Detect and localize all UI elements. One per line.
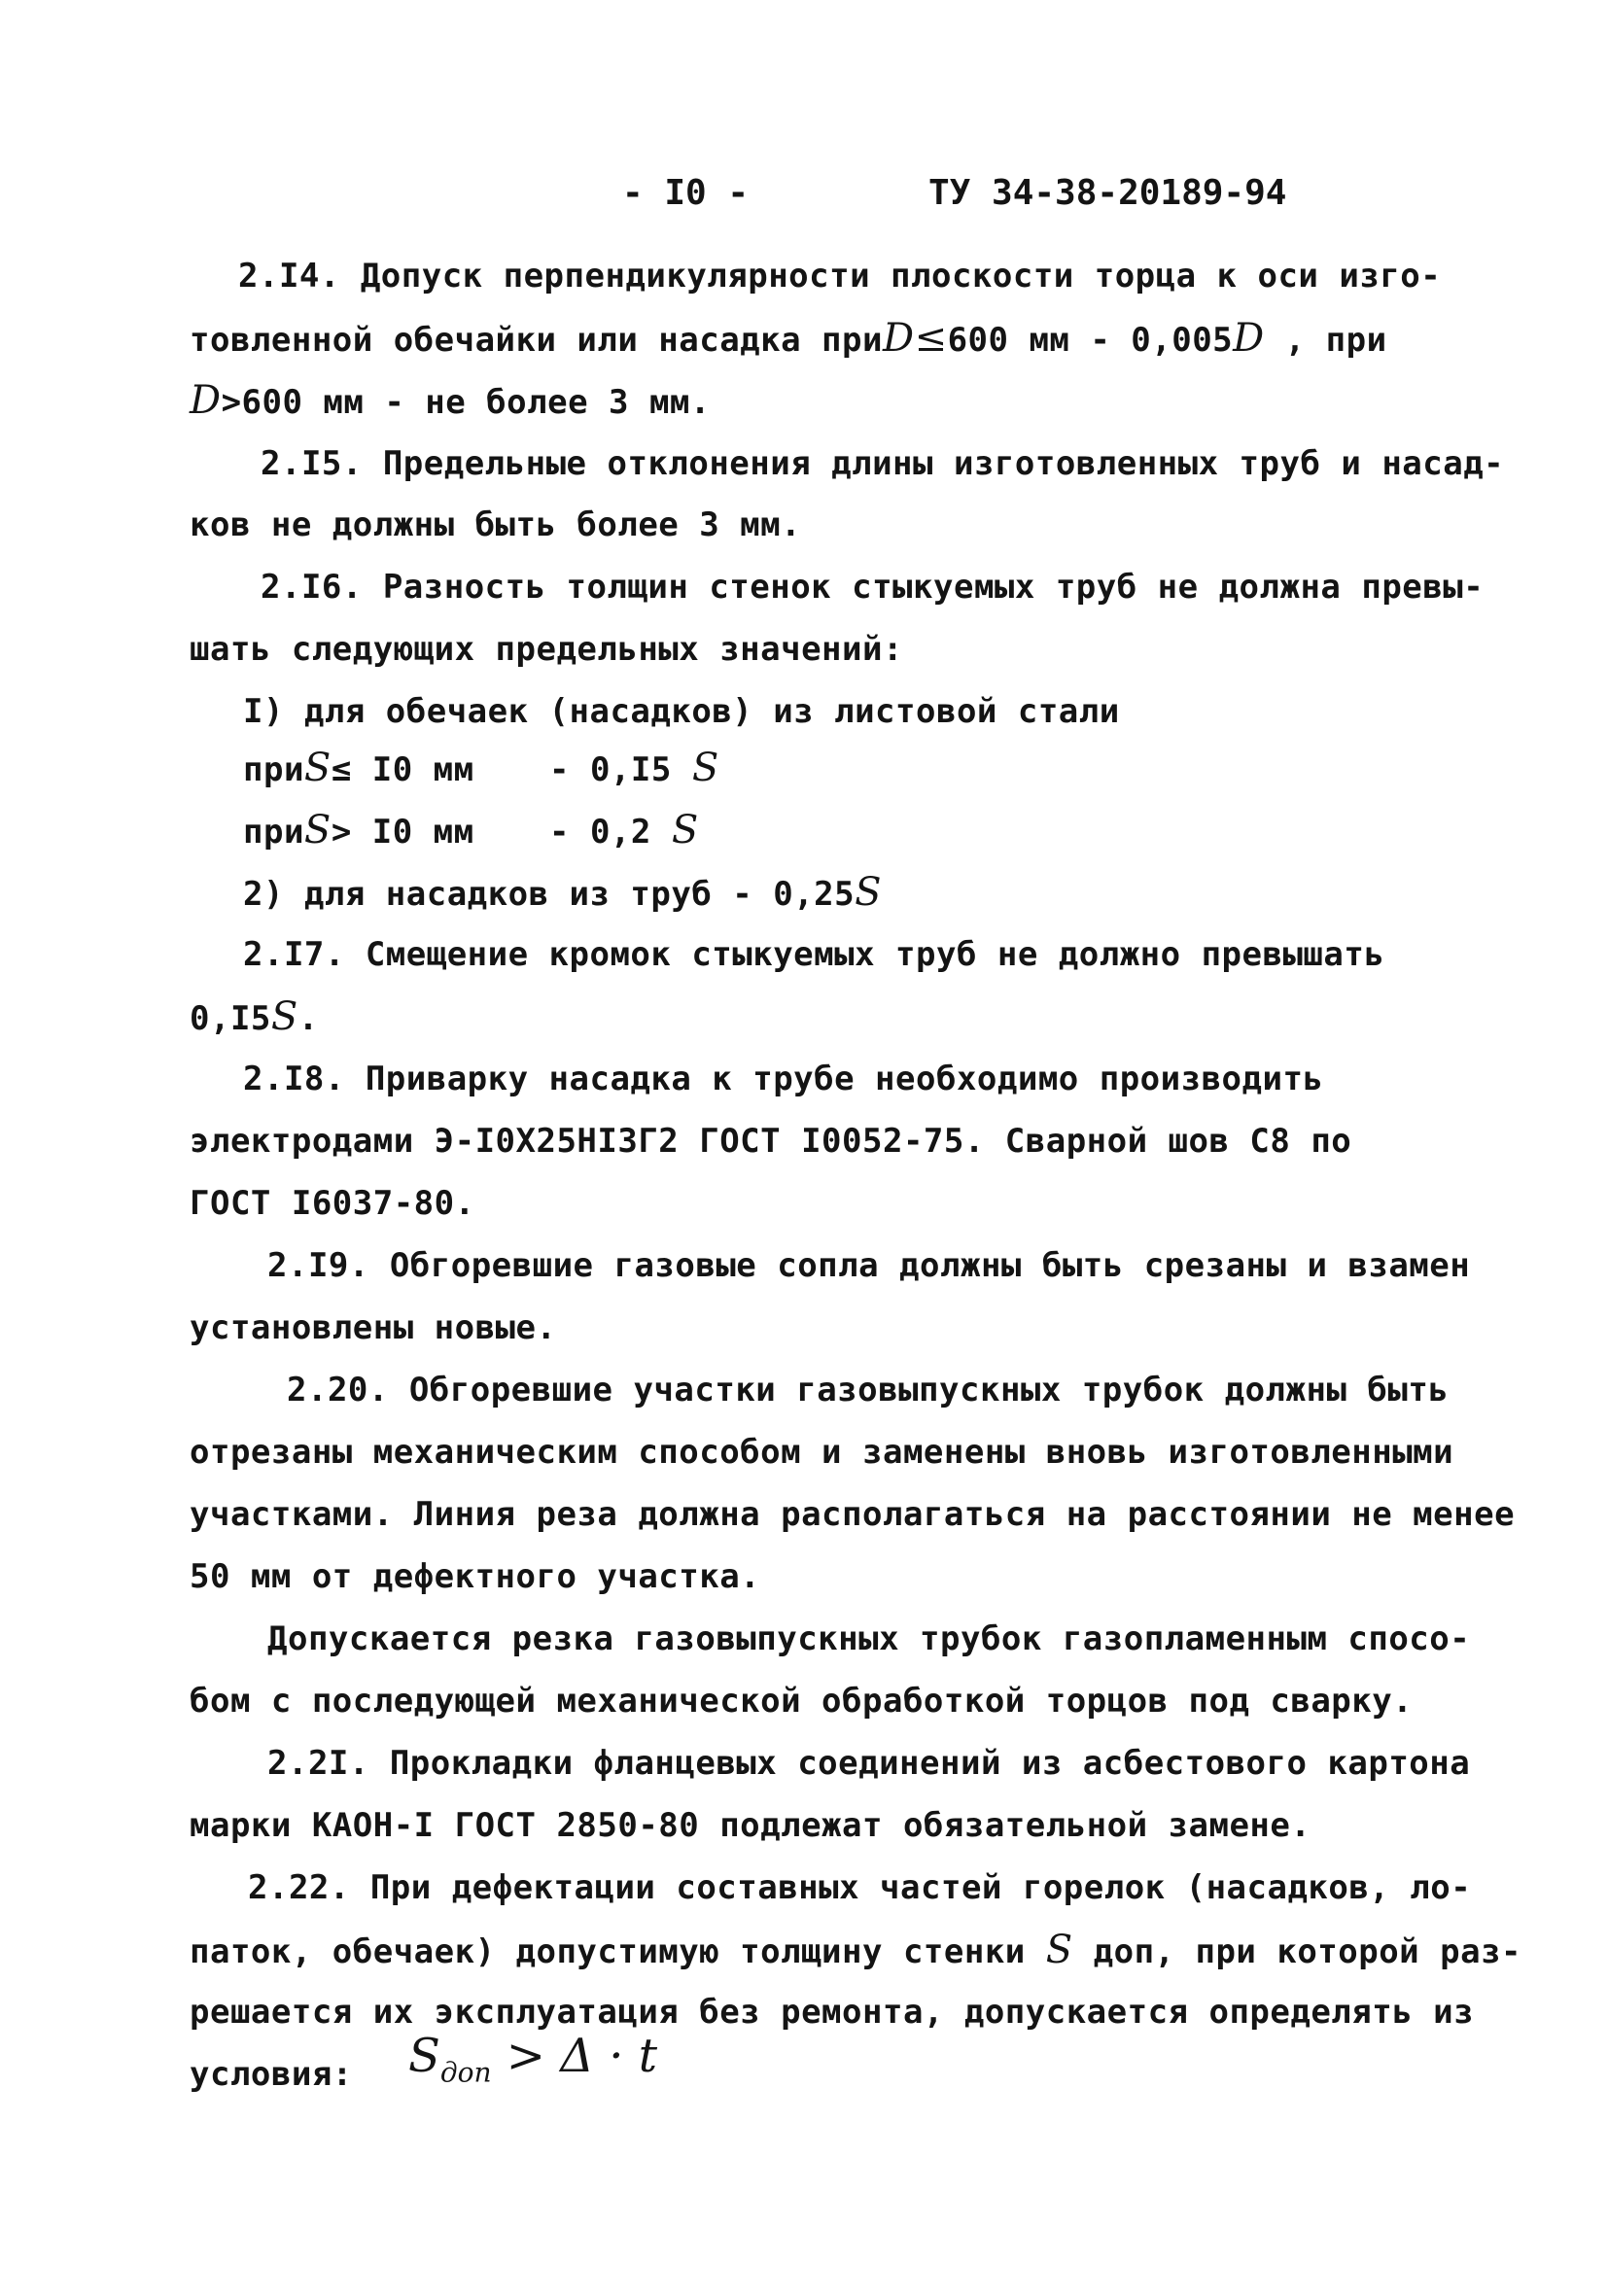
text: > I0 мм (331, 813, 474, 852)
thickness-formula (408, 2027, 657, 2103)
paragraph-2-14-line-1: 2.I4. Допуск перпендикулярности плоскости торца к оси изго- (238, 257, 1442, 296)
d-symbol: D (882, 316, 915, 361)
condition-value-1 (549, 747, 719, 791)
s-symbol: S (691, 746, 719, 790)
text: товленной обечайки или насадка при (190, 321, 883, 360)
s-symbol: S (671, 808, 699, 852)
paragraph-2-15-line-1: 2.I5. Предельные отклонения длины изготовленных труб и насад- (261, 444, 1505, 483)
text: паток, обечаек) допустимую толщину стенки (190, 1932, 1026, 1971)
text: - 0,2 (549, 813, 651, 852)
formula-rest: > Δ · t (491, 2029, 657, 2083)
paragraph-2-16-line-1: 2.I6. Разность толщин стенок стыкуемых труб не должна превы- (261, 568, 1485, 607)
s-symbol: S (303, 746, 332, 790)
text: , при (1284, 321, 1387, 360)
paragraph-2-14-line-2 (190, 317, 1387, 362)
paragraph-2-18-line-2: электродами Э-I0Х25НI3Г2 ГОСТ I0052-75. Сварной шов С8 по (190, 1122, 1352, 1161)
paragraph-2-20-line-3: участками. Линия реза должна располагаться на расстоянии не менее (190, 1495, 1516, 1534)
text: ≤ I0 мм (331, 750, 474, 789)
le-symbol: ≤ (914, 316, 948, 361)
paragraph-2-14-line-3 (190, 379, 711, 424)
paragraph-2-19-line-1: 2.I9. Обгоревшие газовые сопла должны быть срезаны и взамен (267, 1246, 1471, 1285)
s-symbol: S (303, 808, 332, 852)
paragraph-2-22-line-4: условия: (190, 2055, 353, 2094)
paragraph-2-20-line-4: 50 мм от дефектного участка. (190, 1557, 761, 1596)
formula-subscript: доп (439, 2056, 492, 2089)
s-symbol: S (270, 994, 298, 1039)
s-symbol: S (1045, 1928, 1073, 1972)
paragraph-2-20-line-1: 2.20. Обгоревшие участки газовыпускных трубок должны быть (287, 1371, 1450, 1409)
paragraph-2-17-line-2 (190, 995, 319, 1040)
paragraph-2-20-line-2: отрезаны механическим способом и заменены вновь изготовленными (190, 1433, 1454, 1472)
condition-row-2 (243, 809, 474, 853)
paragraph-2-21-line-2: марки КАОН-I ГОСТ 2850-80 подлежат обязательной замене. (190, 1806, 1311, 1845)
text: при (243, 813, 304, 852)
paragraph-2-17-line-1: 2.I7. Смещение кромок стыкуемых труб не должно превышать (243, 935, 1385, 974)
paragraph-2-22-line-1: 2.22. При дефектации составных частей горелок (насадков, ло- (248, 1868, 1472, 1907)
paragraph-2-22-line-2 (190, 1929, 1521, 1973)
formula-s: S (408, 2029, 440, 2083)
text: 600 мм - 0,005 (947, 321, 1234, 360)
paragraph-2-18-line-3: ГОСТ I6037-80. (190, 1184, 475, 1223)
text: 2) для насадков из труб - (243, 875, 753, 914)
text: 0,25 (773, 875, 856, 914)
paragraph-2-21-line-1: 2.2I. Прокладки фланцевых соединений из асбестового картона (267, 1744, 1471, 1783)
document-code: ТУ 34-38-20189-94 (928, 173, 1287, 213)
condition-value-2 (549, 809, 699, 853)
paragraph-2-18-line-1: 2.I8. Приварку насадка к трубе необходимо производить (243, 1060, 1324, 1098)
paragraph-2-16-item-1: I) для обечаек (насадков) из листовой стали (243, 692, 1120, 731)
s-symbol: S (855, 870, 883, 915)
paragraph-2-16-line-2: шать следующих предельных значений: (190, 630, 903, 669)
text: . (297, 999, 319, 1038)
paragraph-2-22-line-3: решается их эксплуатация без ремонта, допускается определять из (190, 1993, 1475, 2032)
paragraph-2-15-line-2: ков не должны быть более 3 мм. (190, 505, 802, 544)
text: при (243, 750, 304, 789)
d-symbol: D (190, 378, 222, 423)
paragraph-cutting-line-1: Допускается резка газовыпускных трубок газопламенным спосо- (267, 1619, 1471, 1658)
condition-row-1 (243, 747, 474, 791)
page-number: - I0 - (622, 173, 750, 213)
text: >600 мм - не более 3 мм. (221, 383, 711, 422)
text: доп, при которой раз- (1093, 1932, 1522, 1971)
text: - 0,I5 (549, 750, 672, 789)
d-symbol: D (1233, 316, 1265, 361)
paragraph-2-19-line-2: установлены новые. (190, 1308, 557, 1347)
paragraph-2-16-item-2 (243, 871, 882, 916)
paragraph-cutting-line-2: бом с последующей механической обработкой торцов под сварку. (190, 1682, 1414, 1721)
text: 0,I5 (190, 999, 271, 1038)
